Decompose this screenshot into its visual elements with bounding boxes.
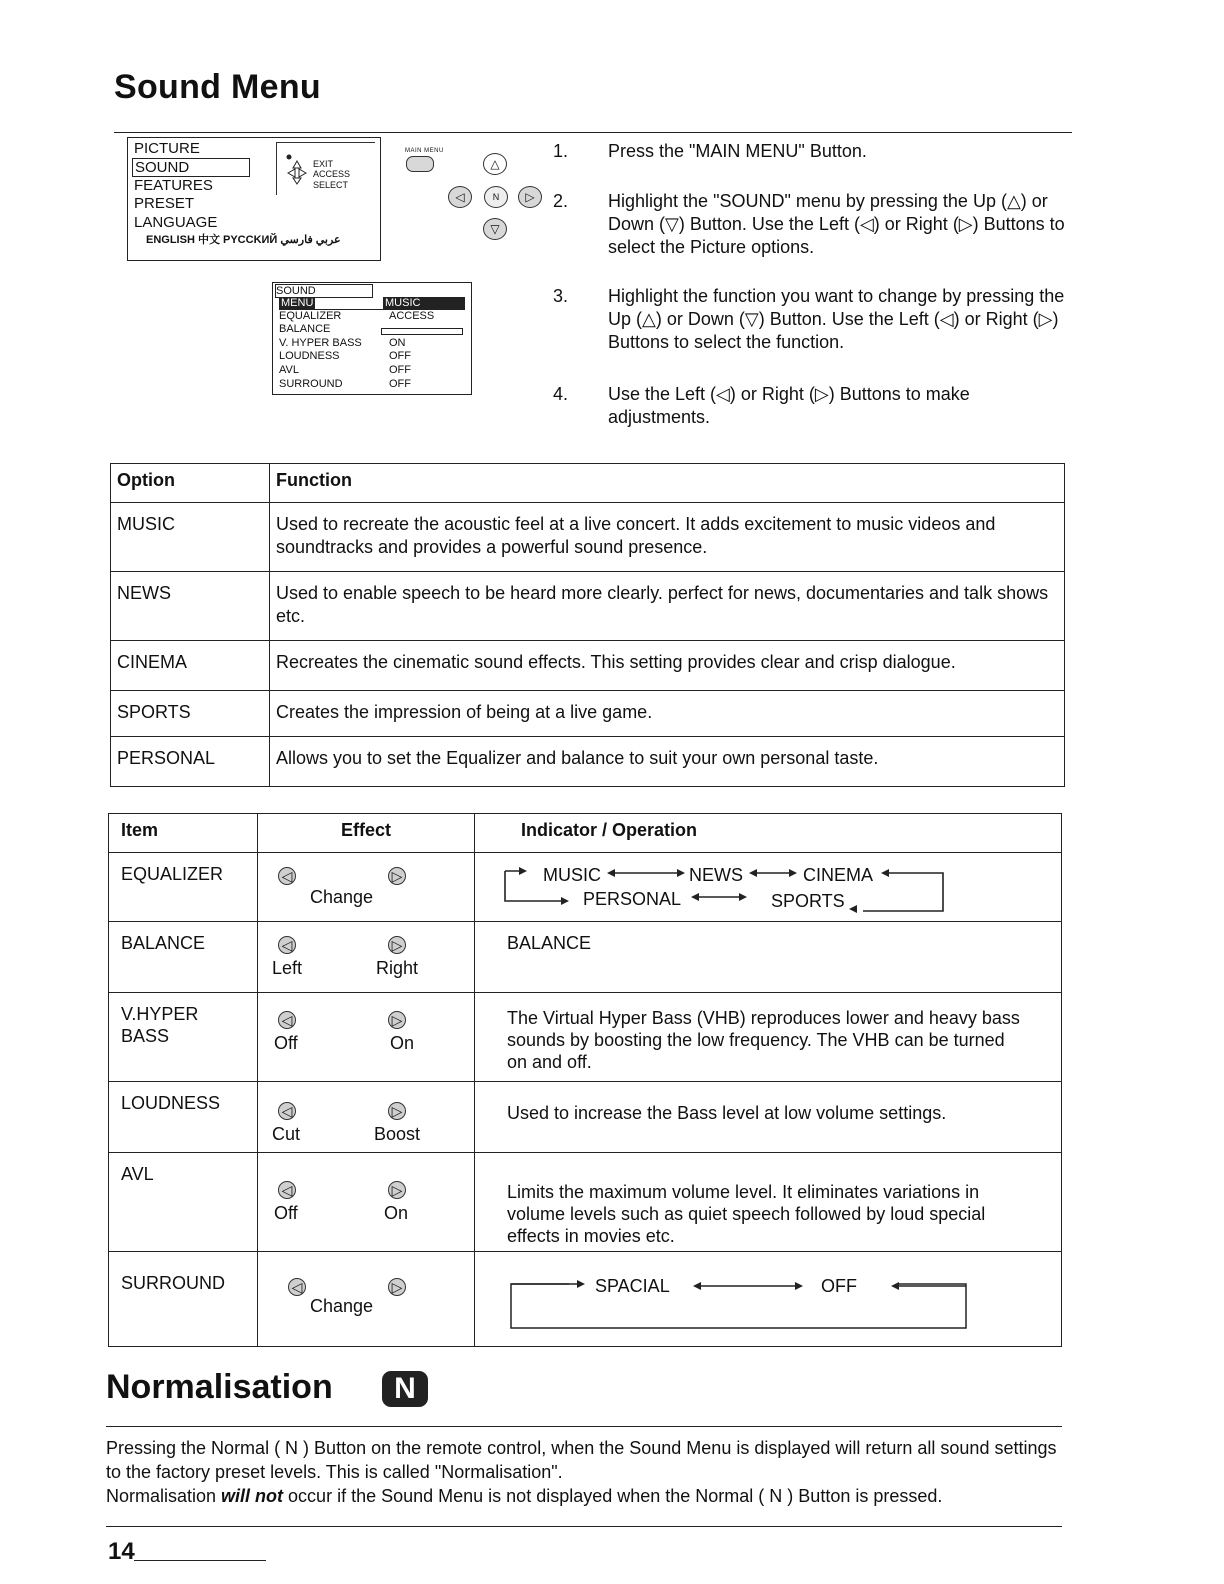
normalisation-para1: Pressing the Normal ( N ) Button on the remote control, when the Sound Menu is displayed will return all sound settings to the factory preset levels. This is called "Normalisation". [106,1438,1057,1482]
balance-bar [381,328,463,335]
osd-main-menu [127,137,381,261]
surround-cycle-diagram [475,1252,1061,1346]
n-badge-icon: N [382,1371,428,1407]
table-row: EQUALIZER ◁ ▷ Change MUSIC NEWS CINEMA PERSONAL SPORTS [109,853,1062,922]
equalizer-cycle-diagram [475,853,1061,921]
items-table [108,813,1062,1347]
eq-news: NEWS [689,865,743,885]
right-arrow-icon: ▷ [388,1181,406,1199]
table-row: V.HYPER BASS ◁ ▷ Off On The Virtual Hyper Bass (VHB) reproduces lower and heavy bass sounds by boosting the low frequency. The VHB can be turned on and off. [109,993,1062,1082]
page-title: Sound Menu [114,68,321,106]
right-arrow-icon: ▷ [388,867,406,885]
main-menu-label: MAIN MENU [405,148,444,154]
osd-item-language: LANGUAGE [134,214,218,231]
header-function: Function [270,464,1065,503]
right-arrow-icon: ▷ [388,936,406,954]
help-access: ACCESS [313,169,351,179]
table-row: MUSIC Used to recreate the acoustic feel at a live concert. It adds excitement to music videos and soundtracks and provides a powerful sound presence. [111,503,1065,572]
n-button-icon: N [484,186,508,208]
normalisation-text [106,1436,1066,1508]
left-arrow-icon: ◁ [278,1181,296,1199]
osd-item-sound: SOUND [132,158,250,177]
osd-row: EQUALIZER ACCESS [279,310,435,322]
table-row: SPORTS Creates the impression of being at a live game. [111,691,1065,737]
footer-rule [106,1526,1062,1527]
table-row: SURROUND ◁ ▷ Change SPACIAL OFF [109,1252,1062,1347]
page-number: 14 [108,1538,135,1565]
osd-languages: ENGLISH 中文 PYCCKИЙ ﻋﺮﺑﻲ ﻓﺎﺭﺳﻲ [146,234,341,246]
options-table [110,463,1065,787]
main-menu-button-icon [406,156,434,172]
right-arrow-icon: ▷ [388,1278,406,1296]
surround-off: OFF [821,1276,857,1296]
normalisation-rule [106,1426,1062,1427]
osd-row: V. HYPER BASS ON [279,337,406,349]
left-arrow-icon: ◁ [278,1102,296,1120]
header-effect: Effect [258,814,475,853]
table-row: LOUDNESS ◁ ▷ Cut Boost Used to increase the Bass level at low volume settings. [109,1082,1062,1153]
left-arrow-icon: ◁ [278,867,296,885]
header-indicator: Indicator / Operation [475,814,1062,853]
eq-music: MUSIC [543,865,601,885]
right-button-icon: ▷ [518,186,542,208]
header-item: Item [109,814,258,853]
left-button-icon: ◁ [448,186,472,208]
surround-spacial: SPACIAL [595,1276,670,1296]
osd-item-features: FEATURES [134,177,213,194]
help-exit: EXIT [313,159,334,169]
osd-menu-value: MUSIC [383,297,465,309]
osd-sound-header: SOUND [275,284,373,298]
osd-item-preset: PRESET [134,195,195,212]
table-header [111,464,1065,503]
osd-row: BALANCE [279,323,331,335]
eq-sports: SPORTS [771,891,845,911]
eq-cinema: CINEMA [803,865,874,885]
surround-cycle-arrows [509,1276,979,1332]
osd-menu-row [279,297,465,310]
dpad-help-icon [283,151,311,185]
table-header [109,814,1062,853]
normalisation-para2: Normalisation will not occur if the Sound Menu is not displayed when the Normal ( N ) Button is pressed. [106,1486,943,1506]
left-arrow-icon: ◁ [278,936,296,954]
osd-row: LOUDNESS OFF [279,350,411,362]
header-option: Option [111,464,270,503]
table-row: BALANCE ◁ ▷ Left Right BALANCE [109,922,1062,993]
page-number-underline [134,1560,266,1561]
left-arrow-icon: ◁ [288,1278,306,1296]
eq-personal: PERSONAL [583,889,682,909]
down-button-icon: ▽ [483,218,507,240]
osd-sound-menu [272,282,472,395]
osd-row: SURROUND OFF [279,378,411,390]
help-select: SELECT [313,180,349,190]
table-row: NEWS Used to enable speech to be heard more clearly. perfect for news, documentaries and talk shows etc. [111,572,1065,641]
osd-item-picture: PICTURE [134,140,200,157]
title-rule [114,132,1072,133]
right-arrow-icon: ▷ [388,1102,406,1120]
normalisation-title: Normalisation [106,1368,333,1406]
osd-row: AVL OFF [279,364,411,376]
table-row: CINEMA Recreates the cinematic sound effects. This setting provides clear and crisp dialogue. [111,641,1065,691]
up-button-icon: △ [483,153,507,175]
right-arrow-icon: ▷ [388,1011,406,1029]
osd-help-box [276,142,375,195]
left-arrow-icon: ◁ [278,1011,296,1029]
table-row: PERSONAL Allows you to set the Equalizer and balance to suit your own personal taste. [111,737,1065,787]
osd-menu-label: MENU [281,297,314,309]
table-row: AVL ◁ ▷ Off On Limits the maximum volume level. It eliminates variations in volume levels such as quiet speech followed by loud special effects in movies etc. [109,1153,1062,1252]
